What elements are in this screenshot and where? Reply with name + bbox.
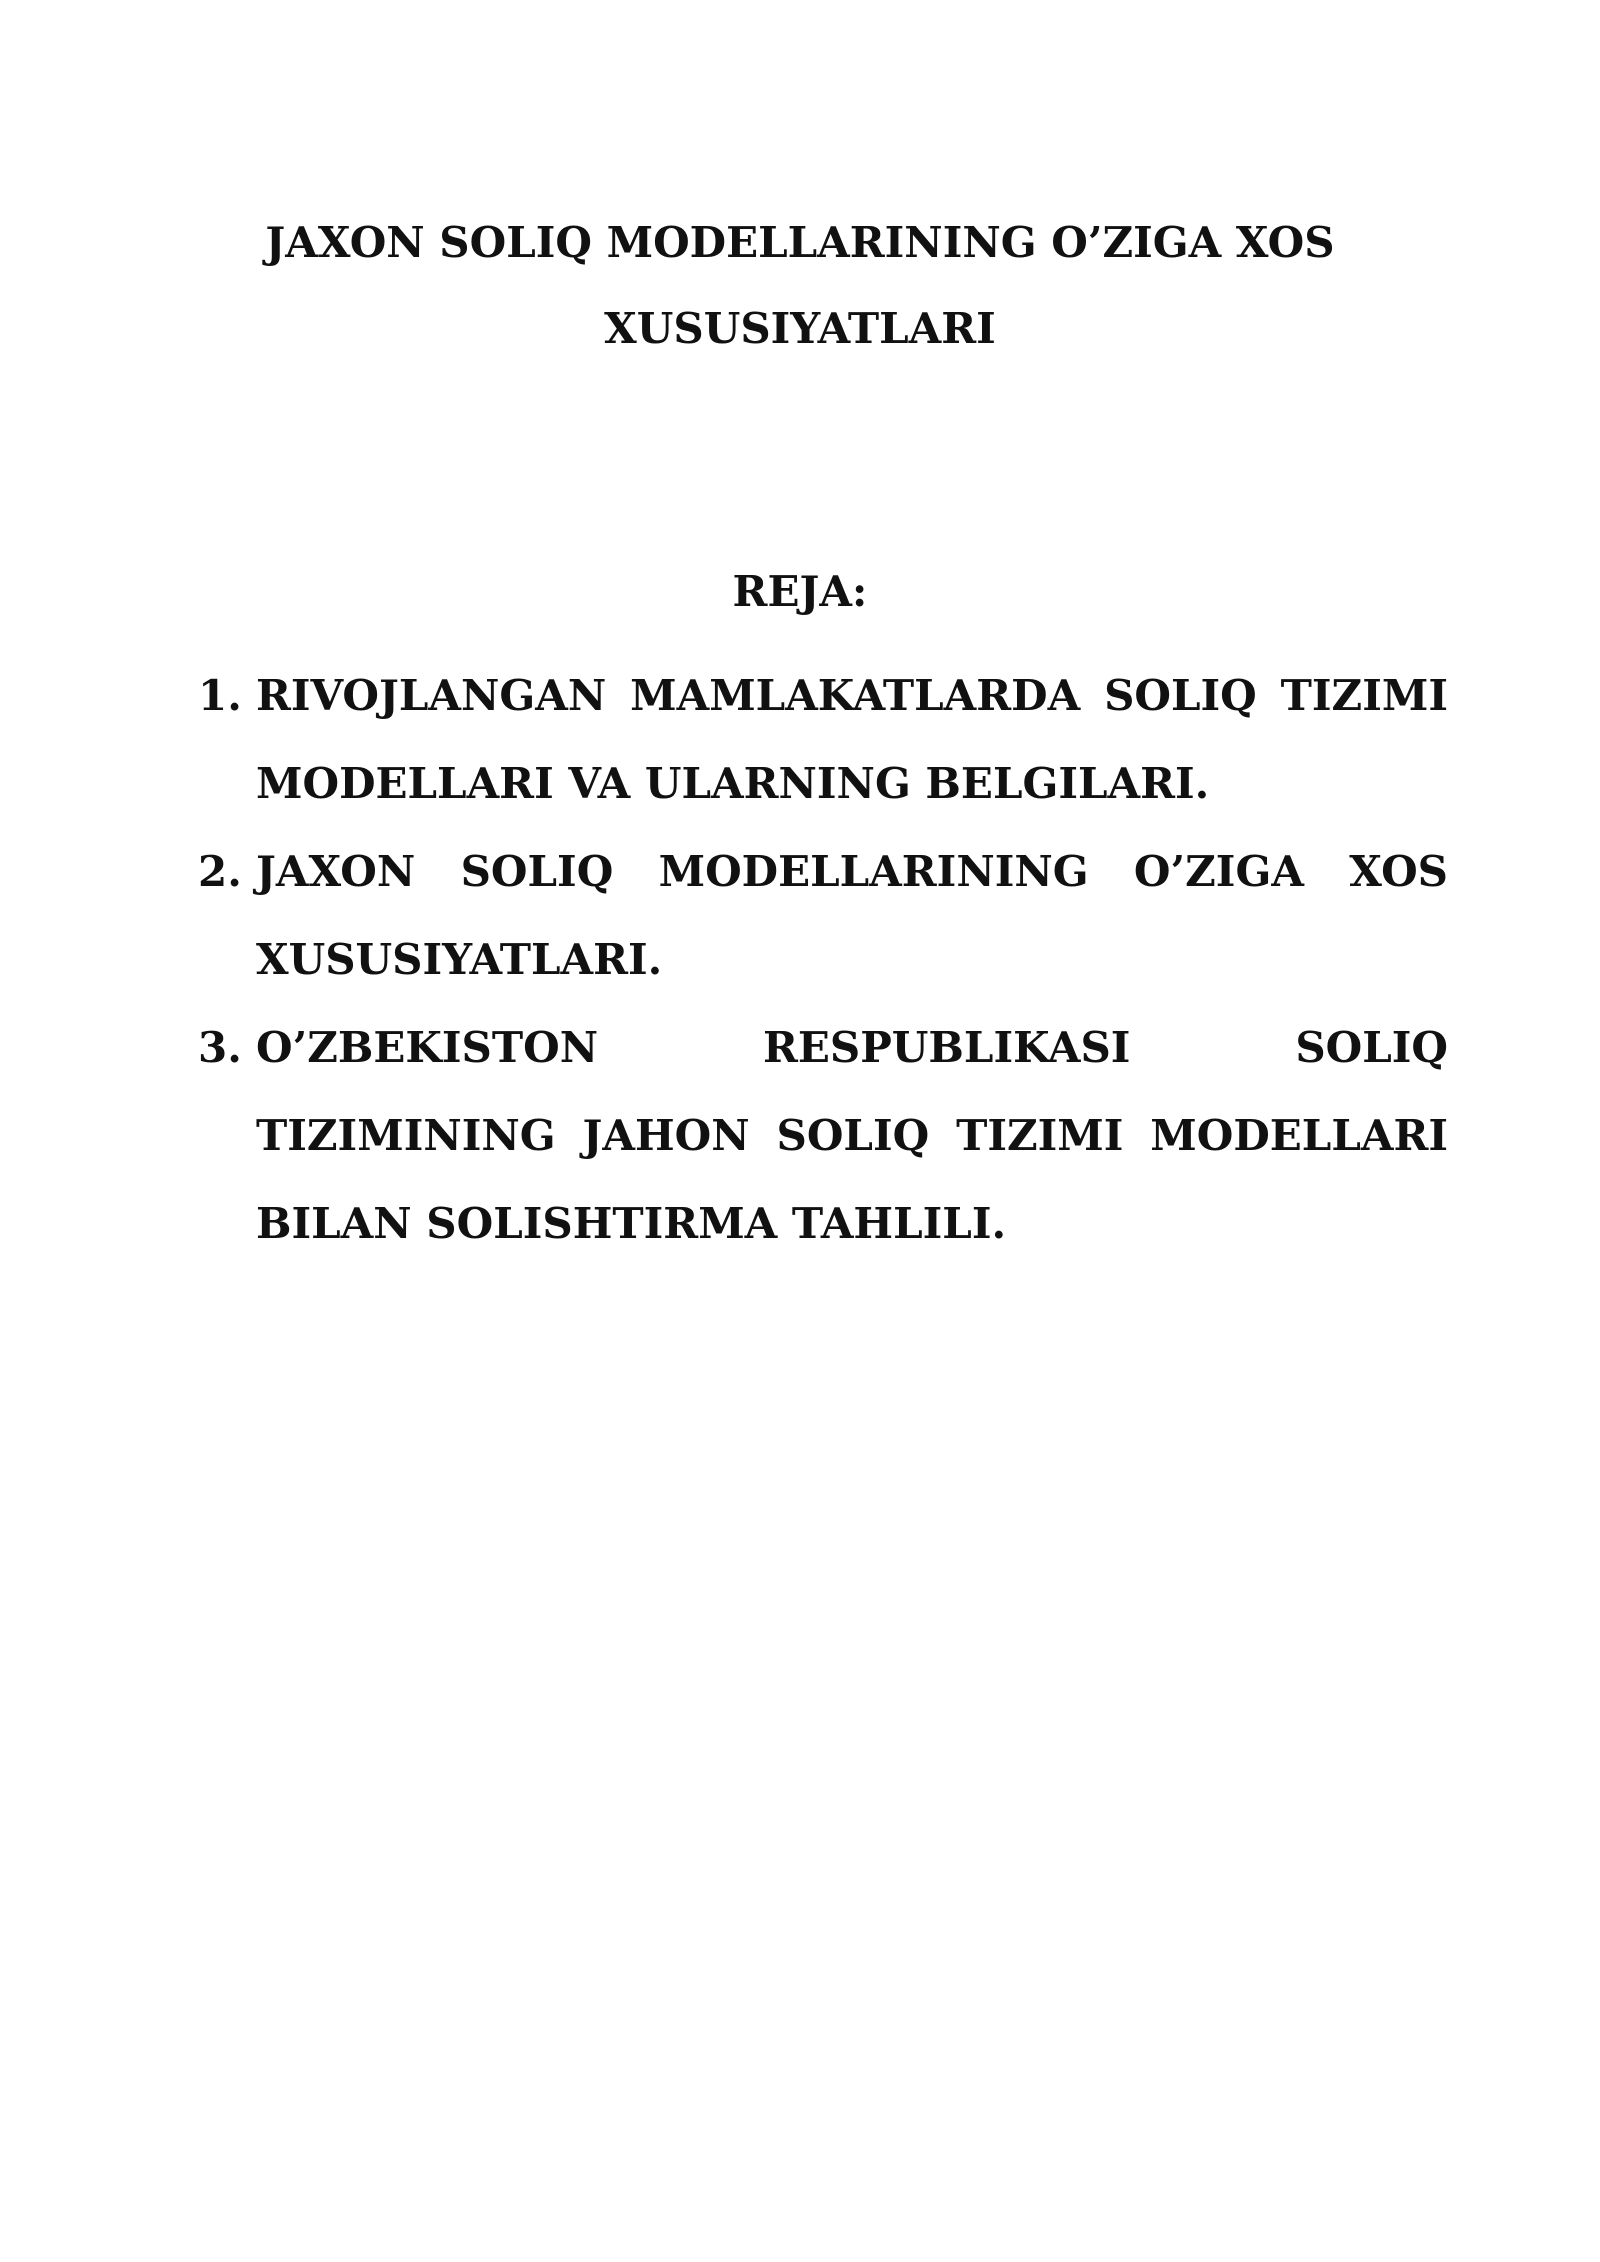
plan-item-text: JAXON SOLIQ MODELLARINING O’ZIGA XOS XUSUSIYATLARI.	[256, 847, 1448, 984]
plan-item-number: 1.	[198, 671, 242, 720]
plan-item	[198, 1004, 1448, 1268]
plan-item-number: 3.	[198, 1023, 242, 1072]
plan-item-text: O’ZBEKISTON RESPUBLIKASI SOLIQ TIZIMINING JAHON SOLIQ TIZIMI MODELLARI BILAN SOLISHTIRMA TAHLILI.	[256, 1023, 1448, 1248]
plan-item-number: 2.	[198, 847, 242, 896]
plan-item-text: RIVOJLANGAN MAMLAKATLARDA SOLIQ TIZIMI MODELLARI VA ULARNING BELGILARI.	[256, 671, 1448, 808]
plan-list	[198, 652, 1448, 1268]
plan-item	[198, 828, 1448, 1004]
plan-item	[198, 652, 1448, 828]
document-title-line-1: JAXON SOLIQ MODELLARINING O’ZIGA XOS	[265, 218, 1335, 267]
document-title-line-2: XUSUSIYATLARI	[604, 304, 996, 353]
plan-heading: REJA:	[732, 567, 868, 616]
